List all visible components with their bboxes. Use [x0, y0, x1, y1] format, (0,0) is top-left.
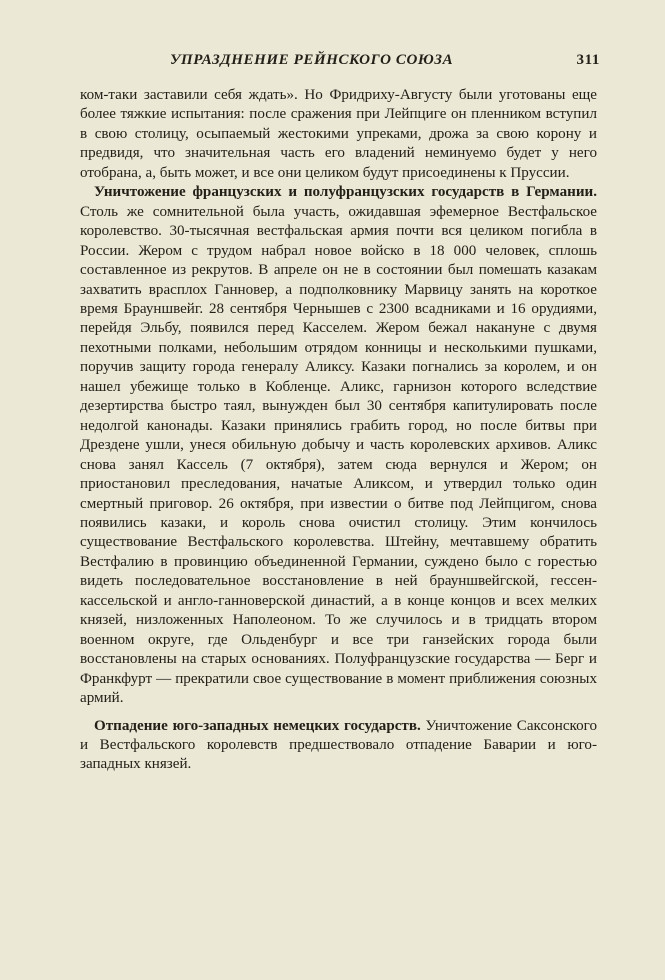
paragraph-2-text: Столь же сомнительной была участь, ожидавшая эфемерное Вестфальское королевство. 30-тысячная вестфальская армия почти вся целиком погибла в России. Жером с трудом набрал новое войско в 18 000 человек, сплошь составленное из рекрутов. В апреле он не в состоянии был помешать казакам захватить врасплох Ганновер, а подполковнику Марвицу занять на короткое время Брауншвейг. 28 сентября Чернышев с 2300 всадниками и 16 орудиями, перейдя Эльбу, появился перед Касселем. Жером бежал накануне с двумя пехотными полками, небольшим отрядом конницы и несколькими пушками, поручив защиту города генералу Аликсу. Казаки погнались за королем, и он нашел убежище только в Кобленце. Аликс, гарнизон которого вследствие дезертирства быстро таял, вынужден был 30 сентября капитулировать после недолгой канонады. Казаки принялись грабить город, но после битвы при Дрездене ушли, унеся обильную добычу и часть королевских архивов. Аликс снова занял Кассель (7 октября), затем сюда вернулся и Жером; он приостановил преследования, начатые Аликсом, и утвердил только один смертный приговор. 26 октября, при известии о битве под Лейпцигом, снова появились казаки, и король снова очистил столицу. Этим кончилось существование Вестфальского королевства. Штейну, мечтавшему обратить Вестфалию в провинцию объединенной Германии, суждено было с горестью видеть последовательное восстановление в ней брауншвейгской, гессен-кассельской и англо-ганноверской династий, а в конце концов и всех мелких князей, низложенных Наполеоном. То же случилось и в тридцать втором военном округе, где Ольденбург и все три ганзейских города были восстановлены на старых основаниях. Полуфранцузские государства — Берг и Франкфурт — прекратили свое существование в момент приближения союзных армий. [80, 203, 597, 707]
section-heading-destruction-of-french-states: Уничтожение французских и полуфранцузских государств в Германии. [94, 184, 597, 201]
body-text [80, 86, 597, 775]
page-header [160, 52, 600, 76]
paragraph-2 [80, 183, 597, 708]
paragraph-1 [80, 86, 597, 183]
paragraph-1-text: ком-таки заставили себя ждать». Но Фридриху-Августу были уготованы еще более тяжкие испытания: после сражения при Лейпциге он пленником вступил в свою столицу, осыпаемый жестокими упреками, дрожа за свою корону и предвидя, что значительная часть его владений неминуемо будет у него отобрана, а, быть может, и все они целиком будут присоединены к Пруссии. [80, 87, 597, 181]
section-heading-southwest-states: Отпадение юго-западных немецких государств. [94, 717, 421, 734]
paragraph-3 [80, 717, 597, 775]
page-number: 311 [576, 52, 600, 68]
running-title: УПРАЗДНЕНИЕ РЕЙНСКОГО СОЮЗА [170, 52, 454, 68]
paragraph-3-text: Уничтожение Саксонского и Вестфальского королевств предшествовало отпадение Баварии и юго-западных князей. [80, 717, 597, 773]
